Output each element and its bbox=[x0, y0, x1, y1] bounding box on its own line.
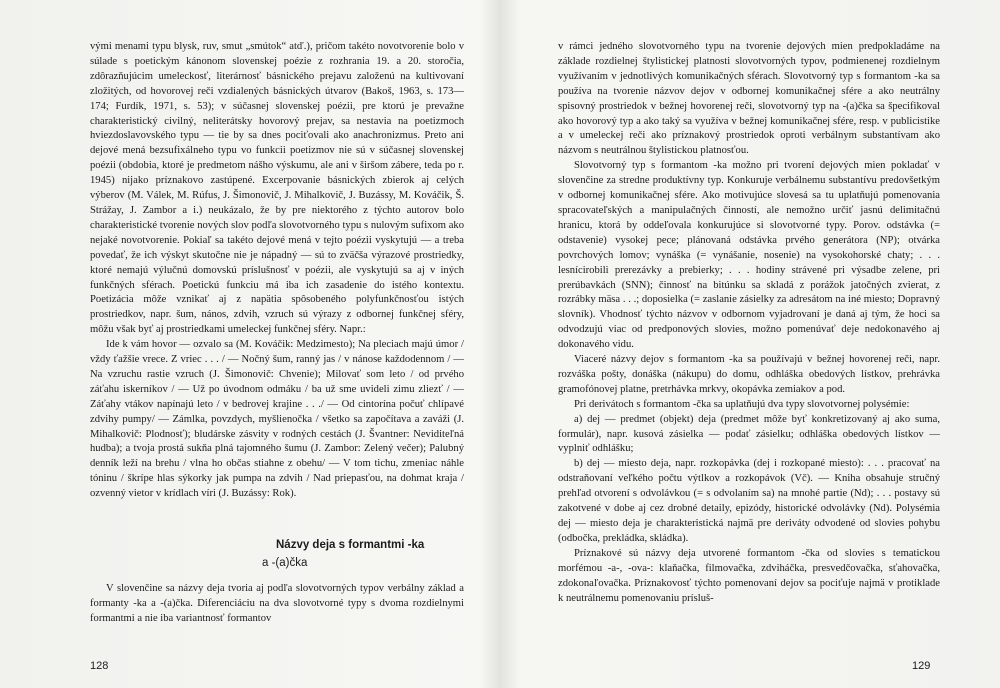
polysemy-item-a: a) dej — predmet (objekt) deja (predmet môže byť konkretizovaný aj ako suma, formulár), napr. kusová zásielka — podať zásielku; odhláška obedových lístkov — vyplniť odhlášku; bbox=[558, 413, 940, 455]
right-paragraph-4: Pri derivátoch s formantom -čka sa uplatňujú dva typy slovotvornej polysémie: bbox=[574, 398, 910, 410]
left-paragraph-2: V slovenčine sa názvy deja tvoria aj podľa slovotvorných typov verbálny základ a formanty -ka a -(a)čka. Diferenciáciu na dva slovotvorné typy s dvoma rozdielnymi formantmi a nie iba variantnosť formantov bbox=[90, 583, 464, 624]
right-paragraph-3: Viaceré názvy dejov s formantom -ka sa používajú v bežnej hovorenej reči, napr. rozváška pošty, donáška (nákupu) do domu, odhláška obedových lístkov, prehrávka gramofónovej platne, pretrhávka mrkvy, okopávka zemiakov a pod. bbox=[558, 354, 940, 395]
right-paragraph-1: v rámci jedného slovotvorného typu na tvorenie dejových mien predpokladáme na základe rozdielnej štylistickej platnosti slovotvorných typov, podmienenej rozdielnym využívaním v jednotlivých komunikačných sférach. Slovotvorný typ s formantom -ka sa používa na tvorenie názvov dejov v odbornej komunikačnej sfére a ako neutrálny spisovný prostriedok v bežnej hovorenej reči, slovotvorný typ na -(a)čka sa špecifikoval ako hovorový typ a ako taký sa využíva v bežnej komunikačnej sfére, resp. v publicistike a v umeleckej reči ako príznakový prostriedok oproti verbálnym substantívam ako názvom s neutrálnou štylistickou platnosťou. bbox=[558, 41, 940, 157]
right-page bbox=[558, 40, 940, 606]
poetry-examples bbox=[90, 338, 464, 502]
right-paragraph-5: Príznakové sú názvy deja utvorené formantom -čka od slovies s tematickou morfémou -a-, -ova-: klaňačka, filmovačka, zdviháčka, presvedčovačka, sťahovačka, zdokonaľovačka. Príznakovosť týchto pomenovaní dejov sa pociťuje najmä v protiklade k neutrálnemu pomenovaniu prísluš- bbox=[558, 547, 940, 604]
right-paragraph-2: Slovotvorný typ s formantom -ka možno pri tvorení dejových mien pokladať v slovenčine za stredne produktívny typ. Konkuruje verbálnemu substantívu predovšetkým v odbornej komunikačnej sfére. Ako motivujúce slovesá sa tu uplatňujú pomenovania spracovateľských a manipulačných činností, ale nemožno určiť jasnú delimitačnú hranicu, ktorá by oddeľovala konkurujúce si slovotvorné typy. Porov. odstávka (= odstavenie) vysokej pece; plánovaná odstávka prvého generátora (NP); otvárka povrchových lomov; vynáška (= vynášanie, nosenie) na vysokohorské chaty; . . . lesnícirobili prerezávky a prebierky; . . . hodiny strávené pri výsadbe zelene, pri prerúbavkách (SNN); činnosť na bitúnku sa skladá z porážok jatočných zvierat, z rozrábky mäsa . . .; doposielka (= zaslanie zásielky za adresátom na iné miesto; Dopravný slovník). Vhodnosť týchto názvov v odbornom vyjadrovaní je daná aj tým, že hoci sa odvodzujú viac od predponových slovies, možno pomenúvať deje nedokonavého aj dokonavého vidu. bbox=[558, 160, 940, 351]
left-page bbox=[90, 40, 464, 627]
page-number-right: 129 bbox=[912, 660, 931, 672]
examples-paragraph: Ide k vám hovor — ozvalo sa (M. Kováčik: Medzimesto); Na pleciach majú úmor / vždy ťažšie vrece. Z vriec . . . / — Nočný šum, ranný jas / v nánose každodennom / — Na vzruchu rastie vzruch (J. Šimonovič: Chvenie); Milovať som leto / od prvého záťahu iskerníkov / — Už po úvodnom odmáku / ba už sme uvideli zimu zliezť / — Záťahy vtákov napínajú leto / v bedrovej krajine . . ./ — Od cintorína počuť chlípavé zdvihy pumpy/ — Zámlka, povzdych, myšlienočka / všetko sa započítava a zaváži (J. Mihalkovič: Plodnosť); bludárske zásvity v rodných cestách (J. Švantner: Neviditeľná hudba); a tvoja prostá sukňa plná tajomného šumu (J. Zambor: Zelený večer); Palubný denník leží na brehu / vlna ho občas stiahne z obehu/ — V tom tichu, zmeniac náhle tóninu / škrípe hlas sýkorky jak pumpa na zdvih / Nad priepasťou, na dohmat kraja / ozvenný vietor v krídlach víri (J. Buzássy: Rok). bbox=[90, 339, 464, 500]
section-heading: Názvy deja s formantmi -ka bbox=[276, 539, 425, 552]
page-number-left: 128 bbox=[90, 660, 109, 672]
polysemy-item-b: b) dej — miesto deja, napr. rozkopávka (dej i rozkopané miesto): . . . pracovať na odstraňovaní veľkého počtu výtlkov a rozkopávok (Vč). — Kniha obsahuje stručný prehľad otvorení s odvolávkou (= s odvolaním sa) na mnohé partie (Nd); . . . postavy sú zakotvené v dobe aj cez drobné detaily, epizódy, historické odvolávky (Nd). Polysémia dej — miesto deja je charakteristická najmä pre deriváty odvodené od slovies pohybu (odbočka, prekládka, skládka). bbox=[558, 458, 940, 544]
section-heading-sub: a -(a)čka bbox=[262, 557, 308, 570]
left-paragraph-1: vými menami typu blysk, ruv, smut „smútok“ atď.), pričom takéto novotvorenie bolo v súlade s poetickým kánonom slovenskej poézie z rozhrania 19. a 20. storočia, zdôrazňujúcim umeleckosť, literárnosť básnického prejavu založenú na kultivovaní zložitých, od hovorovej reči vzdialených básnických útvarov (Bakoš, 1963, s. 173—174; Furdík, 1971, s. 53); v súčasnej slovenskej poézii, pre ktorú je prevažne charakteristický civilný, neliterátsky hovorový prejav, sa nestavia na poetizmoch hviezdoslavovského typu — tie by sa dnes pociťovali ako anachronizmus. Preto ani dejové mená bezsufixálneho typu vo funkcii poetizmov nie sú v súčasnej slovenskej poézii (obdobia, ktoré je predmetom nášho výskumu, ale ani v širšom zábere, teda po r. 1945) nijako príznakovo zastúpené. Excerpovanie básnických zbierok aj celých výberov (M. Válek, M. Rúfus, J. Šimonovič, J. Mihalkovič, J. Buzássy, M. Kováčik, Š. Strážay, J. Zambor a i.) neukázalo, že by pre niektorého z týchto autorov bolo charakteristické tvorenie nových slov podľa slovotvorného typu s nulovým sufixom ako nejaké novotvorenie. Pokiaľ sa takéto dejové mená v tejto poézii vyskytujú — a treba povedať, že ich výskyt skutočne nie je nápadný — sú to zväčša výrazové prostriedky, ktoré nemajú výlučnú domovskú príslušnosť v poézii, ale vyskytujú sa aj v iných funkčných sférach. Poetickú funkciu má iba ich zasadenie do istého kontextu. Poetizácia môže vznikať aj z napätia spôsobeného polyfunkčnosťou istých prostriedkov, napr. šum, nános, zdvih, vzruch sú výrazy z odbornej funkčnej sféry, môžu však byť aj prostriedkami umeleckej funkčnej sféry. Napr.: bbox=[90, 41, 464, 336]
